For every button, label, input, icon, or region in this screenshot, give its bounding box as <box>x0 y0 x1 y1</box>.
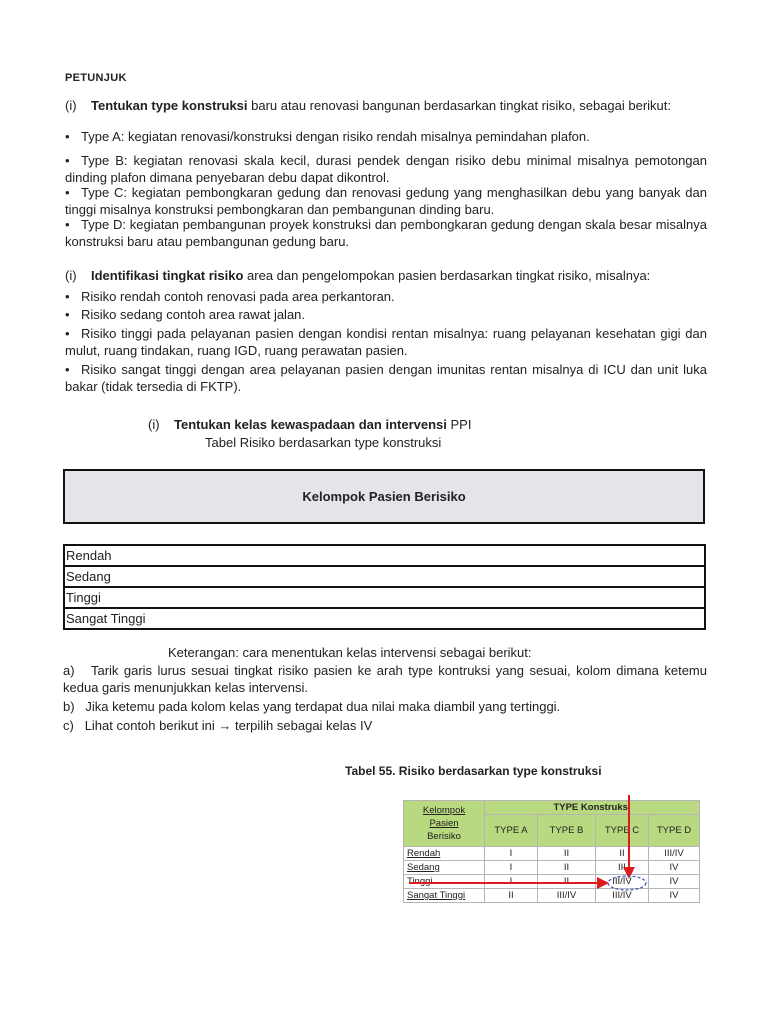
table-header: Kelompok Pasien Berisiko <box>63 469 705 524</box>
section2-number: (i) <box>65 268 77 283</box>
heading-petunjuk: PETUNJUK <box>65 72 127 84</box>
matrix-row: Sangat Tinggi II III/IV III/IV IV <box>404 889 700 903</box>
section2-bold: Identifikasi tingkat risiko <box>91 268 244 283</box>
type-a-item: • Type A: kegiatan renovasi/konstruksi dengan risiko rendah misalnya pemindahan plafon. <box>65 129 590 144</box>
matrix-type-header: TYPE Konstruksi <box>485 801 700 815</box>
selected-cell-circle <box>608 876 646 890</box>
risk-sedang-item: • Risiko sedang contoh area rawat jalan. <box>65 307 306 322</box>
matrix-row: Tinggi I II III/IV IV <box>404 875 700 889</box>
type-d-item: • Type D: kegiatan pembangunan proyek konstruksi dan pembongkaran gedung dengan skala besar misalnya konstruksi baru atau pembangunan gedung baru. <box>65 217 707 249</box>
matrix-col-header: TYPE B <box>538 815 596 847</box>
risk-tinggi-item: • Risiko tinggi pada pelayanan pasien dengan kondisi rentan misalnya: ruang pelayanan kesehatan gigi dan mulut, ruang tindakan, ruang IGD, ruang perawatan pasien. <box>65 326 707 358</box>
matrix-col-header: TYPE A <box>485 815 538 847</box>
matrix-selected-cell: III/IV <box>596 875 649 889</box>
section2-heading <box>65 267 710 284</box>
bullet-icon: • <box>65 185 70 200</box>
table-row: Sedang <box>65 567 704 588</box>
section1-heading <box>65 97 710 114</box>
section1-bold: Tentukan type konstruksi <box>91 98 248 113</box>
type-c-item: • Type C: kegiatan pembongkaran gedung dan renovasi gedung yang menghasilkan debu yang banyak dan tinggi misalnya konstruksi pembongkaran dan pembangunan dinding baru. <box>65 185 707 217</box>
section3-number: (i) <box>148 417 160 432</box>
risk-table <box>63 544 706 630</box>
type-b-item: • Type B: kegiatan renovasi skala kecil, durasi pendek dengan risiko debu minimal misalnya pemotongan dinding plafon dimana penyebaran debu dapat dikontrol. <box>65 153 707 185</box>
matrix-col-header: TYPE C <box>596 815 649 847</box>
bullet-icon: • <box>65 289 70 304</box>
risk-rendah-item: • Risiko rendah contoh renovasi pada area perkantoran. <box>65 289 395 304</box>
matrix-row: Sedang I II III IV <box>404 861 700 875</box>
step-c: c) Lihat contoh berikut ini → terpilih sebagai kelas IV <box>63 718 373 733</box>
bullet-icon: • <box>65 129 70 144</box>
bullet-icon: • <box>65 307 70 322</box>
table-row: Tinggi <box>65 588 704 609</box>
table-row: Rendah <box>65 546 704 567</box>
section1-text: baru atau renovasi bangunan berdasarkan tingkat risiko, sebagai berikut: <box>247 98 672 113</box>
keterangan-text: Keterangan: cara menentukan kelas intervensi sebagai berikut: <box>168 645 532 660</box>
bullet-icon: • <box>65 326 70 341</box>
table-caption: Tabel Risiko berdasarkan type konstruksi <box>205 435 442 450</box>
matrix-group-header: Kelompok Pasien Berisiko <box>404 801 485 847</box>
step-b: b) Jika ketemu pada kolom kelas yang terdapat dua nilai maka diambil yang tertinggi. <box>63 699 561 714</box>
risk-matrix-figure <box>395 795 707 910</box>
figure-caption: Tabel 55. Risiko berdasarkan type konstruksi <box>345 764 602 778</box>
section3-heading <box>148 416 708 433</box>
table-row: Sangat Tinggi <box>66 611 146 626</box>
section3-text: PPI <box>446 417 472 432</box>
matrix-row: Rendah I II II III/IV <box>404 847 700 861</box>
step-a: a) Tarik garis lurus sesuai tingkat risiko pasien ke arah type kontruksi yang sesuai, kolom dimana ketemu kedua garis menunjukkan kelas intervensi. <box>63 663 707 695</box>
bullet-icon: • <box>65 153 70 168</box>
bullet-icon: • <box>65 362 70 377</box>
section1-number: (i) <box>65 98 77 113</box>
bullet-icon: • <box>65 217 70 232</box>
risk-sangat-tinggi-item: • Risiko sangat tinggi dengan area pelayanan pasien dengan imunitas rentan misalnya di ICU dan unit luka bakar (tidak tersedia di FKTP). <box>65 362 707 394</box>
matrix-col-header: TYPE D <box>649 815 700 847</box>
matrix-arrows <box>395 795 707 910</box>
section2-text: area dan pengelompokan pasien berdasarkan tingkat risiko, misalnya: <box>243 268 651 283</box>
section3-bold: Tentukan kelas kewaspadaan dan intervensi <box>174 417 447 432</box>
